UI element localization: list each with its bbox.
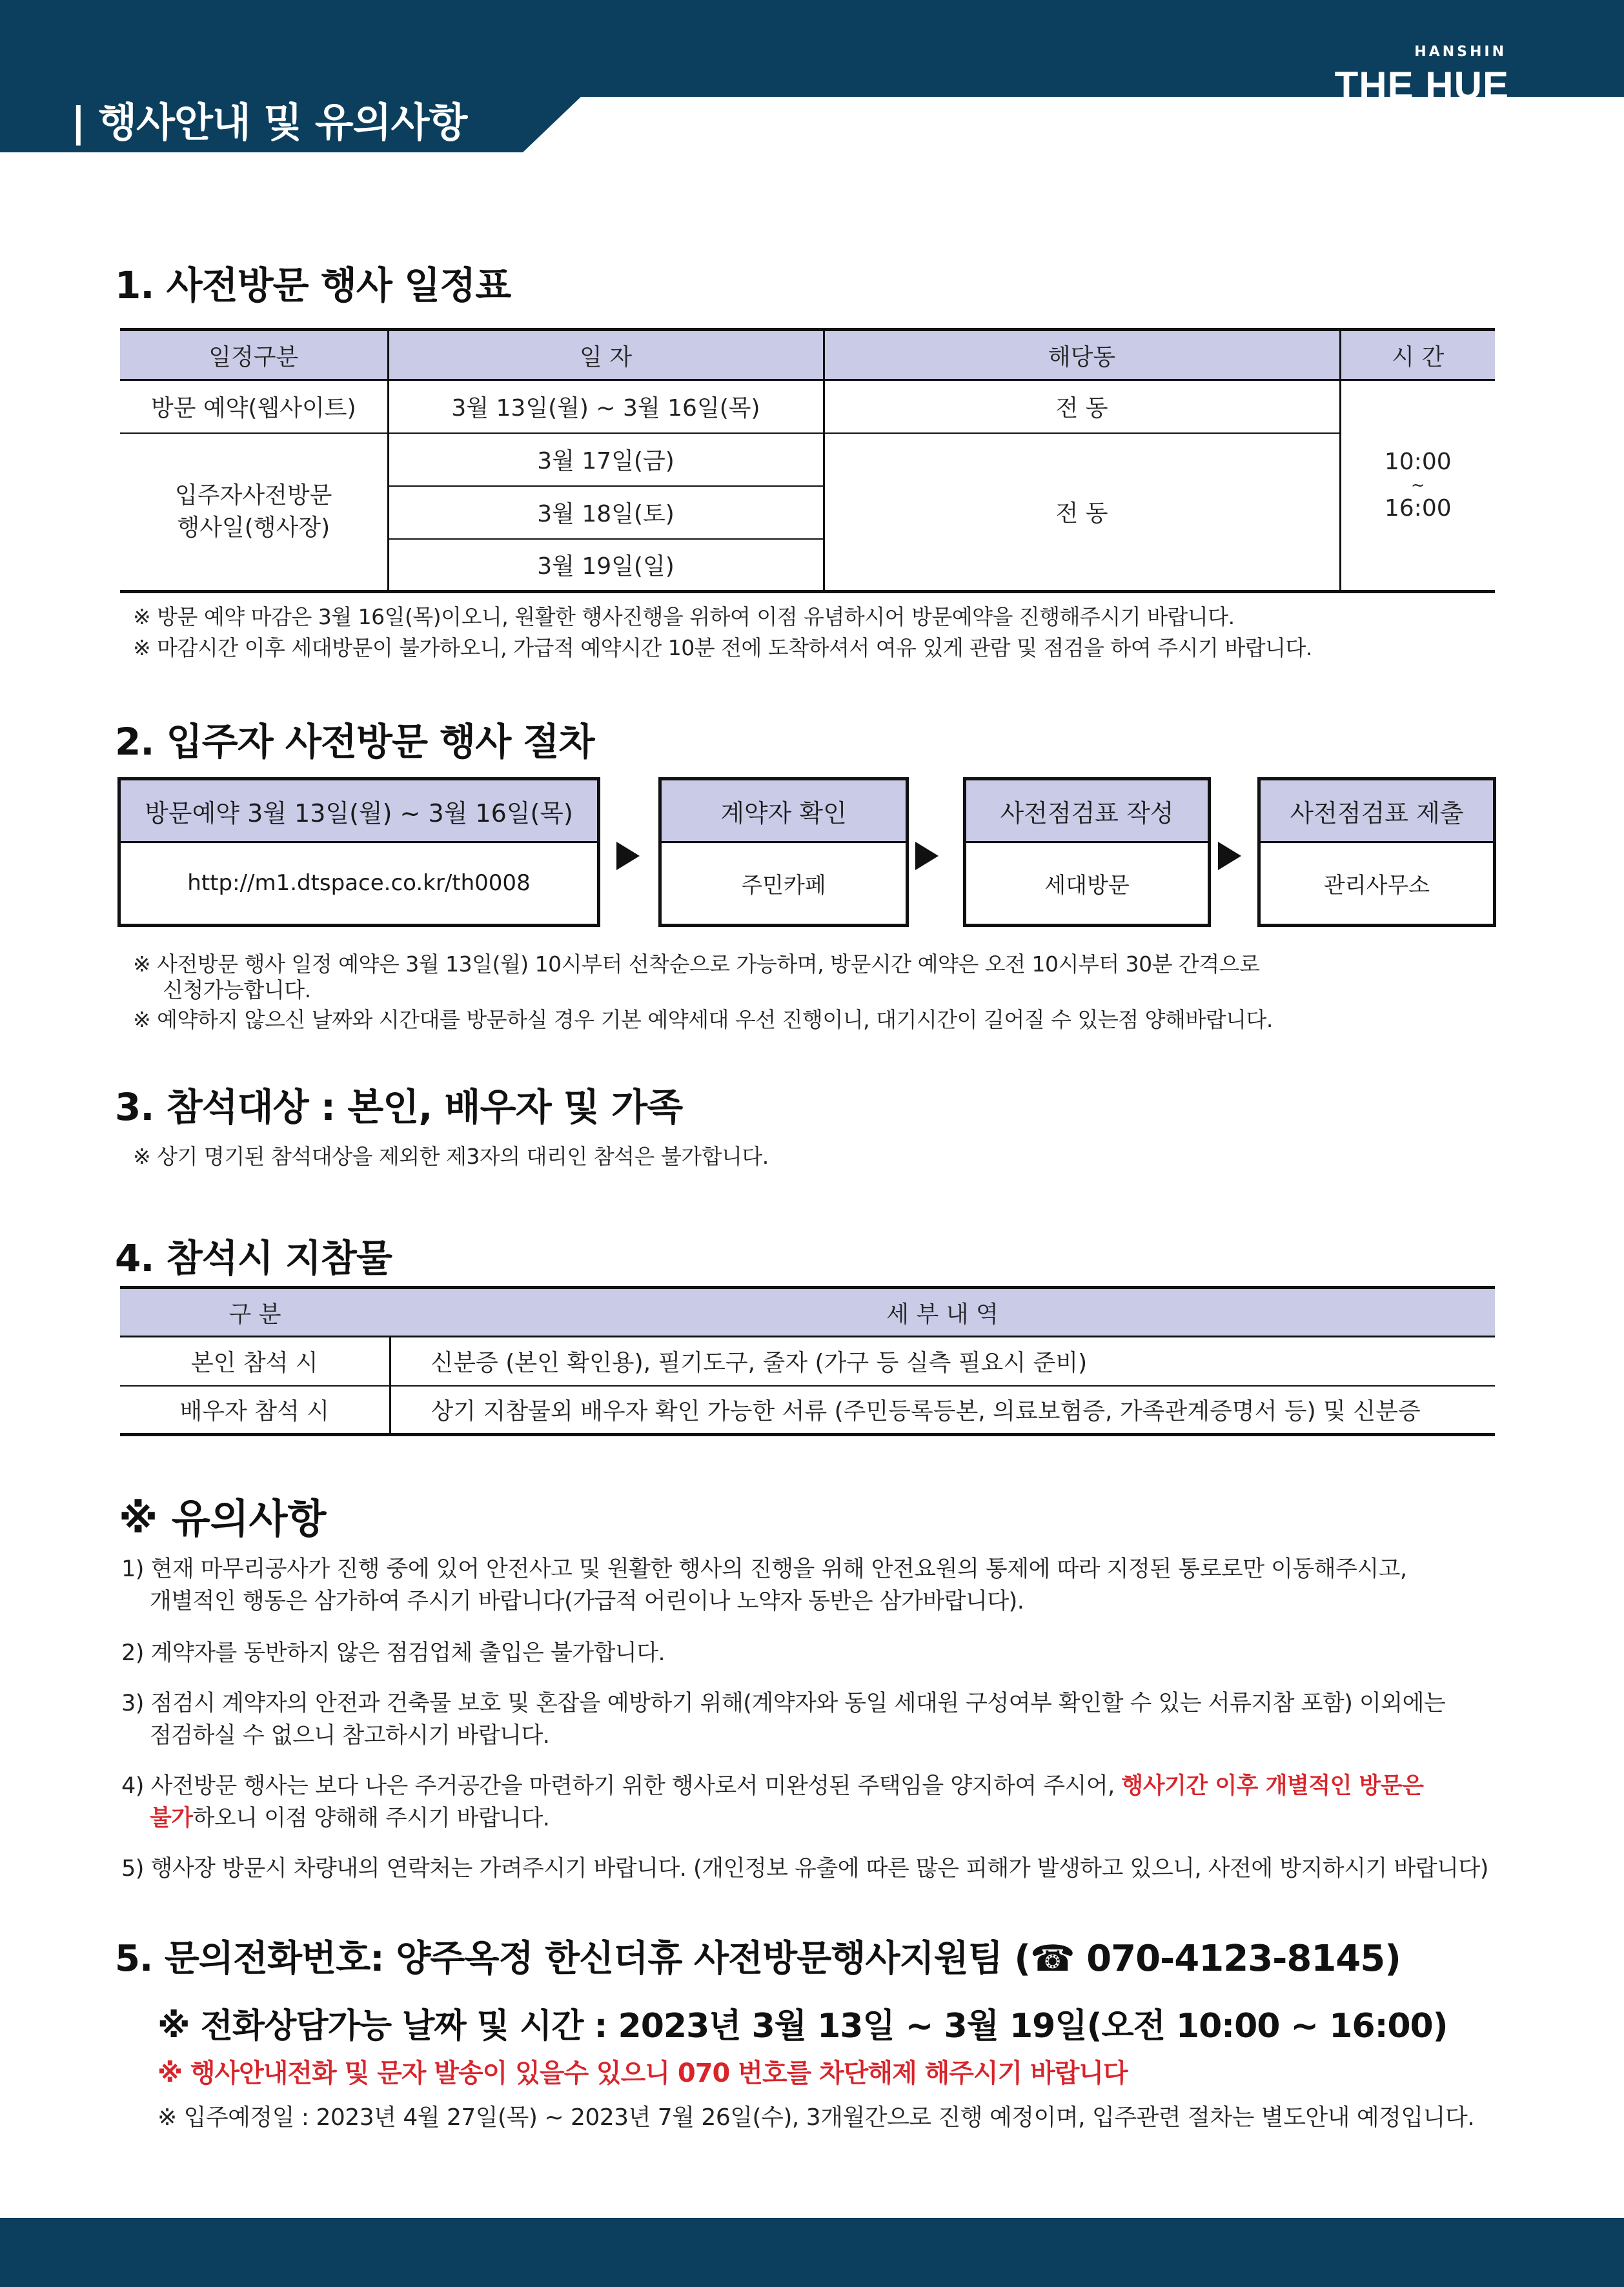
schedule-header-building: 해당동 — [824, 330, 1340, 380]
section2-note-1: ※ 사전방문 행사 일정 예약은 3월 13일(월) 10시부터 선착순으로 가능하며, 방문시간 예약은 오전 10시부터 30분 간격으로 — [133, 951, 1260, 977]
contact-hours: ※ 전화상담가능 날짜 및 시간 : 2023년 3월 13일 ~ 3월 19일(오전 10:00 ~ 16:00) — [157, 2007, 1448, 2046]
schedule-row2-type-line1: 입주자사전방문 — [175, 482, 332, 509]
items-row2-label: 배우자 참석 시 — [120, 1386, 390, 1435]
schedule-date-0318: 3월 18일(토) — [388, 486, 824, 539]
process-step-reservation — [117, 777, 600, 927]
caution-item-2: 2) 계약자를 동반하지 않은 점검업체 출입은 불가합니다. — [121, 1640, 665, 1666]
schedule-row2-type — [120, 433, 388, 592]
move-in-notice: ※ 입주예정일 : 2023년 4월 27일(목) ~ 2023년 7월 26일(수), 3개월간으로 진행 예정이며, 입주관련 절차는 별도안내 예정입니다. — [157, 2104, 1475, 2131]
items-header-type: 구 분 — [120, 1288, 390, 1337]
process-step-3-place: 세대방문 — [1044, 872, 1130, 899]
process-step-checklist-submit — [1257, 777, 1496, 927]
caution-item-1 — [121, 1553, 1503, 1618]
cautions-title: ※ 유의사항 — [119, 1495, 327, 1542]
caution-item-4 — [121, 1770, 1503, 1835]
contact-warning: ※ 행사안내전화 및 문자 발송이 있을수 있으니 070 번호를 차단해제 해주시기 바랍니다 — [157, 2058, 1128, 2088]
items-table — [120, 1286, 1495, 1436]
schedule-row1-type: 방문 예약(웹사이트) — [120, 380, 388, 433]
process-arrow-icon — [1218, 842, 1241, 870]
section2-note-2: ※ 예약하지 않으신 날짜와 시간대를 방문하실 경우 기본 예약세대 우선 진행이니, 대기시간이 길어질 수 있는점 양해바랍니다. — [133, 1007, 1273, 1032]
footer-band — [0, 2218, 1624, 2287]
caution-item-3-line1: 3) 점검시 계약자의 안전과 건축물 보호 및 혼잡을 예방하기 위해(계약자와 동일 세대원 구성여부 확인할 수 있는 서류지참 포함) 이외에는 — [121, 1691, 1446, 1716]
items-row1-detail: 신분증 (본인 확인용), 필기도구, 줄자 (가구 등 실측 필요시 준비) — [390, 1337, 1495, 1386]
brand-logo-small: HANSHIN — [1414, 44, 1507, 60]
schedule-header-time: 시 간 — [1340, 330, 1495, 380]
schedule-date-0317: 3월 17일(금) — [388, 433, 824, 486]
process-arrow-icon — [915, 842, 939, 870]
process-step-1-title: 방문예약 3월 13일(월) ~ 3월 16일(목) — [121, 780, 597, 843]
process-step-2-title: 계약자 확인 — [662, 780, 906, 843]
caution-item-4-line1: 4) 사전방문 행사는 보다 나은 주거공간을 마련하기 위한 행사로서 미완성된 주택임을 양지하여 주시어, — [121, 1773, 1122, 1799]
caution-item-4-highlight: 행사기간 이후 개별적인 방문은 — [1121, 1773, 1424, 1799]
caution-item-4-line2: 하오니 이점 양해해 주시기 바랍니다. — [192, 1805, 550, 1831]
time-end: 16:00 — [1384, 495, 1452, 522]
caution-item-1-line2: 개별적인 행동은 삼가하여 주시기 바랍니다(가급적 어린이나 노약자 동반은 삼가바랍니다). — [150, 1589, 1024, 1614]
section4-heading: 4. 참석시 지참물 — [115, 1236, 392, 1280]
section2-heading: 2. 입주자 사전방문 행사 절차 — [115, 720, 594, 764]
section3-heading: 3. 참석대상 : 본인, 배우자 및 가족 — [115, 1085, 683, 1129]
items-row1-label: 본인 참석 시 — [120, 1337, 390, 1386]
process-step-1-url[interactable]: http://m1.dtspace.co.kr/th0008 — [187, 870, 531, 896]
schedule-time-cell — [1340, 380, 1495, 592]
process-step-2-place: 주민카페 — [741, 872, 826, 899]
process-arrow-icon — [616, 842, 640, 870]
process-step-4-place: 관리사무소 — [1323, 872, 1430, 899]
schedule-row1-building: 전 동 — [824, 380, 1340, 433]
schedule-row2-building: 전 동 — [824, 433, 1340, 592]
schedule-row2-type-line2: 행사일(행사장) — [177, 514, 330, 541]
section1-note-2: ※ 마감시간 이후 세대방문이 불가하오니, 가급적 예약시간 10분 전에 도착하셔서 여유 있게 관람 및 점검을 하여 주시기 바랍니다. — [133, 635, 1312, 660]
section3-note: ※ 상기 명기된 참석대상을 제외한 제3자의 대리인 참석은 불가합니다. — [133, 1144, 769, 1169]
caution-item-3-line2: 점검하실 수 없으니 참고하시기 바랍니다. — [150, 1723, 550, 1749]
caution-item-3 — [121, 1687, 1503, 1752]
schedule-table — [120, 328, 1495, 593]
page-title: | 행사안내 및 유의사항 — [71, 99, 467, 146]
section1-note-1: ※ 방문 예약 마감은 3월 16일(목)이오니, 원활한 행사진행을 위하여 이점 유념하시어 방문예약을 진행해주시기 바랍니다. — [133, 604, 1235, 629]
section2-note-1-cont: 신청가능합니다. — [163, 977, 311, 1002]
process-step-checklist-write — [963, 777, 1211, 927]
brand-logo: THE HUE — [1334, 64, 1509, 107]
items-row2-detail: 상기 지참물외 배우자 확인 가능한 서류 (주민등록등본, 의료보험증, 가족관계증명서 등) 및 신분증 — [431, 1398, 1421, 1425]
schedule-row1-date: 3월 13일(월) ~ 3월 16일(목) — [388, 380, 824, 433]
caution-item-4-highlight-cont: 불가 — [150, 1805, 193, 1831]
items-header-detail: 세 부 내 역 — [390, 1288, 1495, 1337]
contact-heading: 5. 문의전화번호: 양주옥정 한신더휴 사전방문행사지원팀 (☎ 070-4123-8145) — [115, 1938, 1401, 1980]
time-start: 10:00 — [1384, 449, 1452, 475]
schedule-header-type: 일정구분 — [120, 330, 388, 380]
time-separator: ~ — [1410, 476, 1425, 495]
section1-heading: 1. 사전방문 행사 일정표 — [115, 263, 511, 307]
process-step-contract-check — [658, 777, 909, 927]
caution-item-5: 5) 행사장 방문시 차량내의 연락처는 가려주시기 바랍니다. (개인정보 유출에 따른 많은 피해가 발생하고 있으니, 사전에 방지하시기 바랍니다) — [121, 1856, 1488, 1882]
schedule-date-0319: 3월 19일(일) — [388, 539, 824, 592]
schedule-header-date: 일 자 — [388, 330, 824, 380]
process-step-4-title: 사전점검표 제출 — [1261, 780, 1493, 843]
process-step-3-title: 사전점검표 작성 — [966, 780, 1208, 843]
caution-item-1-line1: 1) 현재 마무리공사가 진행 중에 있어 안전사고 및 원활한 행사의 진행을 위해 안전요원의 통제에 따라 지정된 통로로만 이동해주시고, — [121, 1556, 1407, 1582]
